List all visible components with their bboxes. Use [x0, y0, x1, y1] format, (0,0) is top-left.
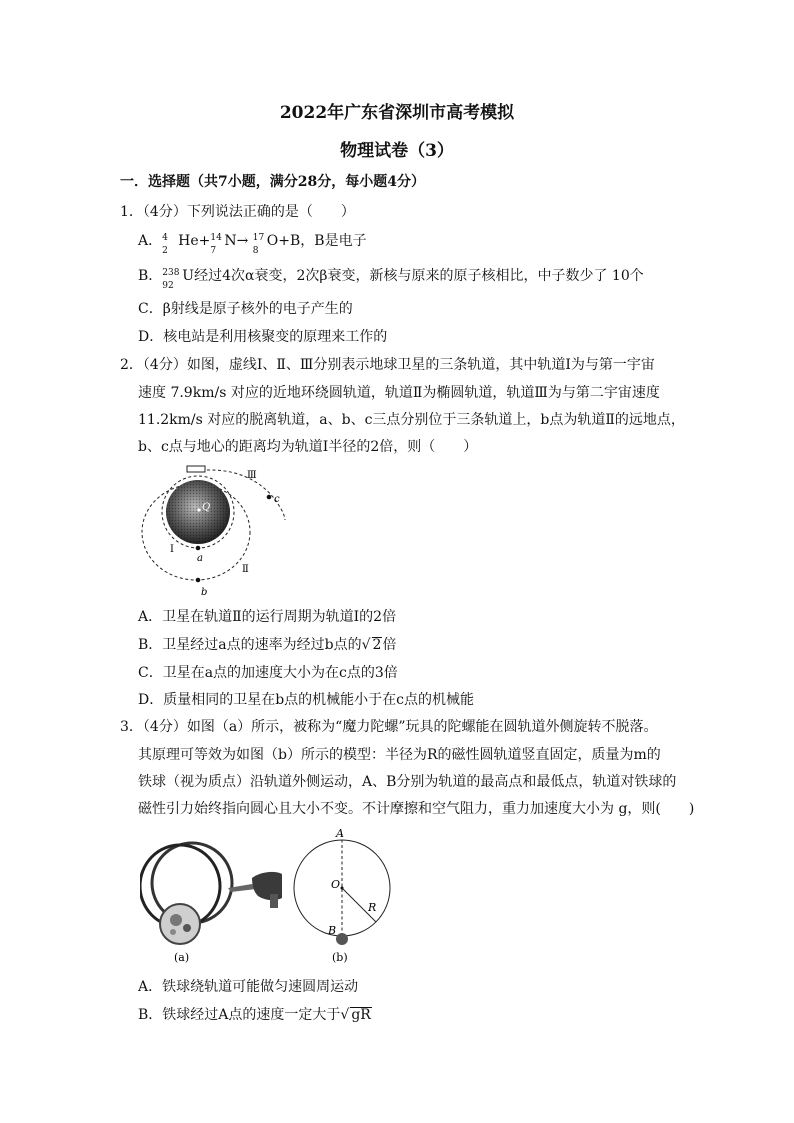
point-a — [196, 546, 201, 551]
q3-option-a: A．铁球绕轨道可能做匀速圆周运动 — [138, 979, 359, 995]
point-b — [196, 578, 201, 583]
point-c — [267, 495, 272, 500]
circle-model-figure — [292, 826, 392, 966]
q2-stem-line4: b、c点与地心的距离均为轨道Ⅰ半径的2倍，则（ ） — [138, 439, 478, 455]
q3-stem-line1: 3．（4分）如图（a）所示，被称为“魔力陀螺”玩具的陀螺能在圆轨道外侧旋转不脱落。 — [120, 719, 658, 735]
he-nuclide: 4 2 — [162, 233, 168, 256]
q3-stem-line2: 其原理可等效为如图（b）所示的模型：半径为R的磁性圆轨道竖直固定，质量为m的 — [138, 747, 661, 763]
label-R: R — [368, 901, 377, 914]
q2-stem-line1: 2．（4分）如图，虚线Ⅰ、Ⅱ、Ⅲ分别表示地球卫星的三条轨道，其中轨道Ⅰ为与第一宇宙 — [120, 357, 655, 373]
q3-option-b: B．铁球经过A点的速度一定大于√ gR — [138, 1007, 371, 1023]
q2-option-b: B．卫星经过a点的速率为经过b点的√ 2倍 — [138, 637, 397, 653]
q1-option-b: B． 238 92 U经过4次α衰变，2次β衰变，新核与原来的原子核相比，中子数少了 10个 — [138, 268, 644, 291]
q2-stem-line3: 11.2km/s 对应的脱离轨道，a、b、c三点分别位于三条轨道上，b点为轨道Ⅱ的远地点， — [138, 412, 685, 428]
orbit-figure — [138, 462, 298, 600]
doc-title: 2022年广东省深圳市高考模拟 — [279, 103, 515, 123]
u-nuclide: 238 92 — [162, 268, 180, 291]
q1-option-d: D．核电站是利用核聚变的原理来工作的 — [138, 329, 388, 345]
label-B: B — [328, 924, 337, 937]
q1-option-a: A． 4 2 He+ 14 7 N→ 17 8 O+B，B是电子 — [138, 233, 367, 256]
label-iii: Ⅲ — [247, 470, 257, 481]
caption-a: (a) — [174, 951, 190, 964]
label-c: c — [274, 494, 280, 505]
label-O: O — [331, 878, 341, 891]
o-nuclide: 17 8 — [252, 233, 265, 256]
q3-stem-line3: 铁球（视为质点）沿轨道外侧运动，A、B分别为轨道的最高点和最低点，轨道对铁球的 — [138, 774, 677, 790]
satellite-icon — [187, 466, 205, 472]
label-i: Ⅰ — [170, 544, 174, 555]
q1-option-c: C．β射线是原子核外的电子产生的 — [138, 301, 353, 317]
q1-stem: 1．（4分）下列说法正确的是（ ） — [120, 204, 355, 220]
section-heading: 一．选择题（共7小题，满分28分，每小题4分） — [120, 174, 425, 190]
caption-b: (b) — [332, 951, 348, 964]
q2-option-d: D．质量相同的卫星在b点的机械能小于在c点的机械能 — [138, 692, 475, 708]
n-nuclide: 14 7 — [210, 233, 222, 256]
label-b: b — [201, 587, 208, 598]
sqrt-symbol: √ — [340, 1007, 350, 1023]
label-ii: Ⅱ — [242, 564, 249, 575]
q2-stem-line2: 速度 7.9km/s 对应的近地环绕圆轨道，轨道Ⅱ为椭圆轨道，轨道Ⅲ为与第二宇宙速度 — [138, 385, 660, 401]
label-A: A — [336, 827, 344, 840]
q2-option-c: C．卫星在a点的加速度大小为在c点的3倍 — [138, 665, 398, 681]
iron-ball — [336, 933, 348, 945]
q2-option-a: A．卫星在轨道Ⅱ的运行周期为轨道Ⅰ的2倍 — [138, 609, 397, 625]
q3-stem-line4: 磁性引力始终指向圆心且大小不变。不计摩擦和空气阻力，重力加速度大小为 g，则( ) — [138, 801, 695, 817]
toy-photo-figure — [140, 826, 290, 966]
doc-subtitle: 物理试卷（3） — [340, 141, 454, 161]
label-q: Q — [202, 502, 211, 513]
sqrt-symbol: √ — [361, 637, 371, 653]
label-a: a — [197, 553, 203, 564]
